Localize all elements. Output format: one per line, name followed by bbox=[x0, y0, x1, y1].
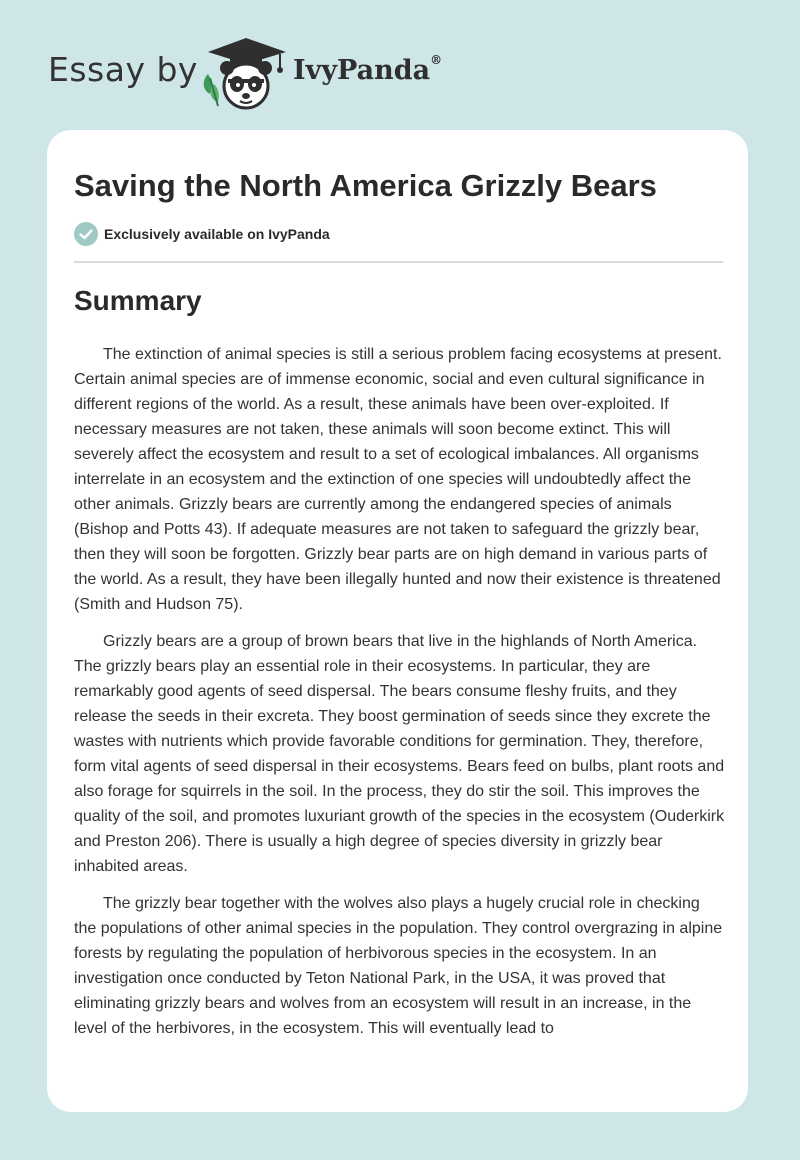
brand-name[interactable] bbox=[293, 55, 442, 86]
essay-by-label: Essay by bbox=[48, 50, 198, 89]
exclusive-badge bbox=[74, 222, 330, 246]
summary-heading: Summary bbox=[74, 285, 202, 316]
panda-logo-icon[interactable] bbox=[200, 34, 292, 110]
essay-card bbox=[47, 130, 748, 1112]
registered-mark: ® bbox=[430, 53, 443, 67]
site-header bbox=[0, 0, 800, 130]
paragraph: Grizzly bears are a group of brown bears that live in the highlands of North America. The grizzly bears play an essential role in their ecosystems. In particular, they are remarkably good agents of seed dispersal. The bears consume fleshy fruits, and they release the seeds in their excreta. They boost germination of seeds since they excrete the wastes with nutrients which provide favorable conditions for germination. They, therefore, form vital agents of seed dispersal in their ecosystems. Bears feed on bulbs, plant roots and also forage for squirrels in the soil. In the process, they do stir the soil. This improves the quality of the soil, and promotes luxuriant growth of the species in the ecosystem (Ouderkirk and Preston 206). There is usually a high degree of species diversity in grizzly bear inhabited areas. bbox=[74, 633, 725, 875]
paragraph: The grizzly bear together with the wolves also plays a hugely crucial role in checking the populations of other animal species in the population. They control overgrazing in alpine forests by regulating the population of herbivorous species in the ecosystem. In an investigation once conducted by Teton National Park, in the USA, it was proved that eliminating grizzly bears and wolves from an ecosystem will result in an increase, in the level of the herbivores, in the ecosystem. This will eventually lead to bbox=[74, 895, 723, 1037]
check-circle-icon bbox=[74, 222, 98, 246]
essay-body bbox=[74, 342, 726, 1053]
paragraph: The extinction of animal species is still a serious problem facing ecosystems at present. Certain animal species are of immense economic, social and even cultural significance in different regions of the world. As a result, these animals have been over-exploited. If necessary measures are not taken, these animals will soon become extinct. This will severely affect the ecosystem and result to a set of ecological imbalances. All organisms interrelate in an ecosystem and the extinction of one species will undoubtedly affect the other animals. Grizzly bears are currently among the endangered species of animals (Bishop and Potts 43). If adequate measures are not taken to safeguard the grizzly bear, then they will soon be forgotten. Grizzly bear parts are on high demand in various parts of the world. As a result, they have been illegally hunted and now their existence is threatened (Smith and Hudson 75). bbox=[74, 346, 722, 613]
exclusive-badge-text: Exclusively available on IvyPanda bbox=[104, 226, 330, 242]
title-divider bbox=[74, 261, 723, 263]
brand-name-text: IvyPanda bbox=[293, 55, 431, 86]
essay-title: Saving the North America Grizzly Bears bbox=[74, 168, 657, 203]
